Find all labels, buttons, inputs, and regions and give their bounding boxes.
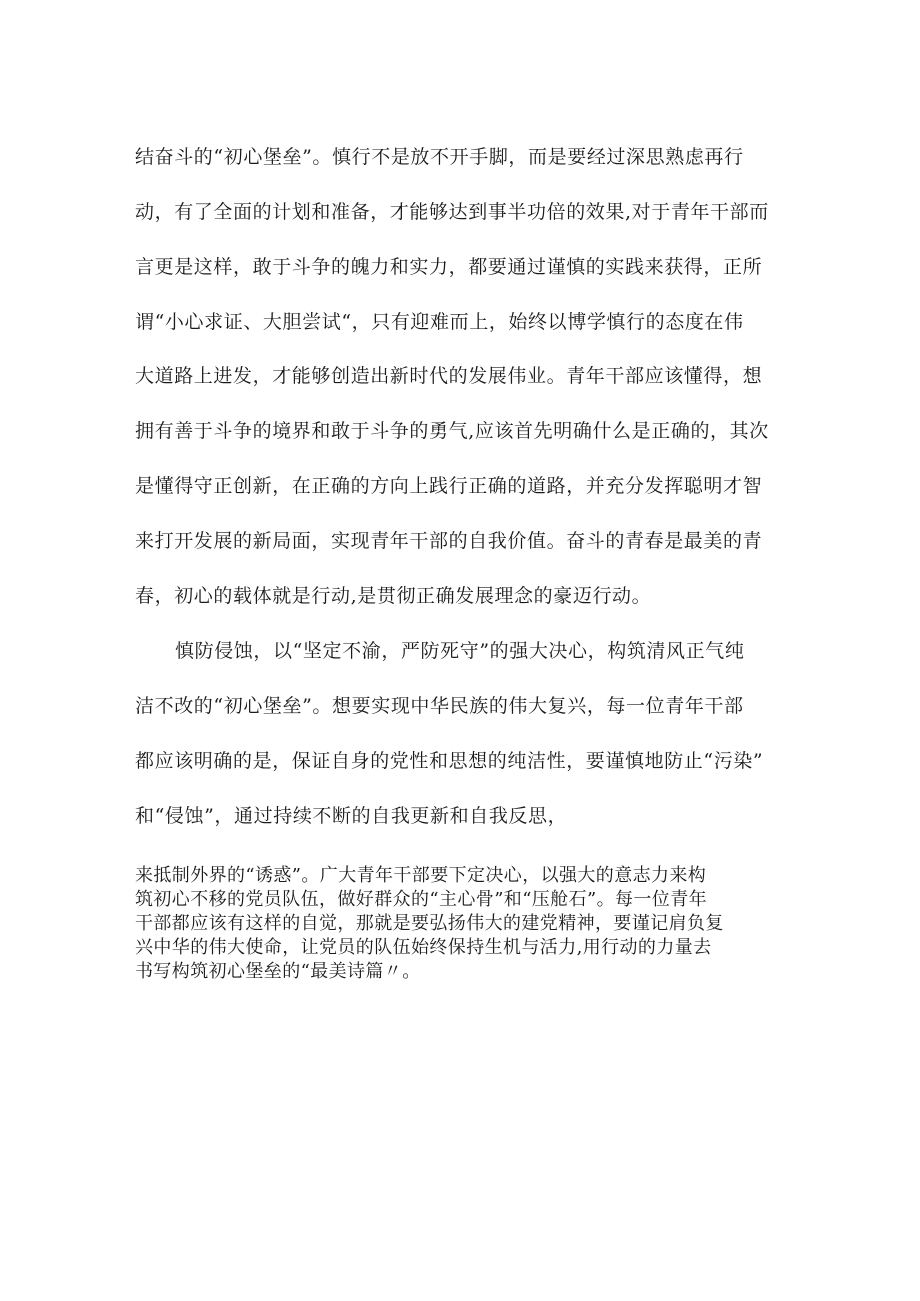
text-line: 春，初心的载体就是行动,是贯彻正确发展理念的豪迈行动。 (135, 585, 652, 607)
text-line: 言更是这样，敢于斗争的魄力和实力，都要通过谨慎的实践来获得，正所 (135, 256, 763, 278)
text-line: 拥有善于斗争的境界和敢于斗争的勇气,应该首先明确什么是正确的，其次 (135, 420, 769, 442)
text-line: 和“侵蚀”，通过持续不断的自我更新和自我反思， (135, 805, 568, 827)
text-line: 谓“小心求证、大胆尝试“，只有迎难而上，始终以博学慎行的态度在伟 (135, 311, 744, 333)
text-line: 结奋斗的“初心堡垒”。慎行不是放不开手脚，而是要经过深思熟虑再行 (135, 146, 744, 168)
text-line: 都应该明确的是，保证自身的党性和思想的纯洁性，要谨慎地防止“污染” (135, 750, 764, 772)
text-line: 来打开发展的新局面，实现青年干部的自我价值。奋斗的青春是最美的青 (135, 530, 763, 552)
text-line: 大道路上进发，才能够创造出新时代的发展伟业。青年干部应该懂得，想 (135, 365, 763, 387)
text-line: 动，有了全面的计划和准备，才能够达到事半功倍的效果,对于青年干部而 (135, 201, 769, 223)
text-line: 干部都应该有这样的自觉，那就是要弘扬伟大的建党精神，要谨记肩负复 (135, 913, 724, 934)
text-line: 书写构筑初心堡垒的“最美诗篇〃。 (135, 961, 421, 982)
text-line: 慎防侵蚀，以“坚定不渝，严防死守”的强大决心，构筑清风正气纯 (175, 640, 745, 662)
text-line: 来抵制外界的“诱惑”。广大青年干部要下定决心，以强大的意志力来构 (135, 865, 707, 886)
text-line: 筑初心不移的党员队伍，做好群众的“主心骨”和“压舱石”。每一位青年 (135, 889, 708, 910)
text-line: 兴中华的伟大使命，让党员的队伍始终保持生机与活力,用行动的力量去 (135, 937, 712, 958)
text-line: 洁不改的“初心堡垒”。想要实现中华民族的伟大复兴，每一位青年干部 (135, 695, 744, 717)
text-line: 是懂得守正创新，在正确的方向上践行正确的道路，并充分发挥聪明才智 (135, 475, 763, 497)
